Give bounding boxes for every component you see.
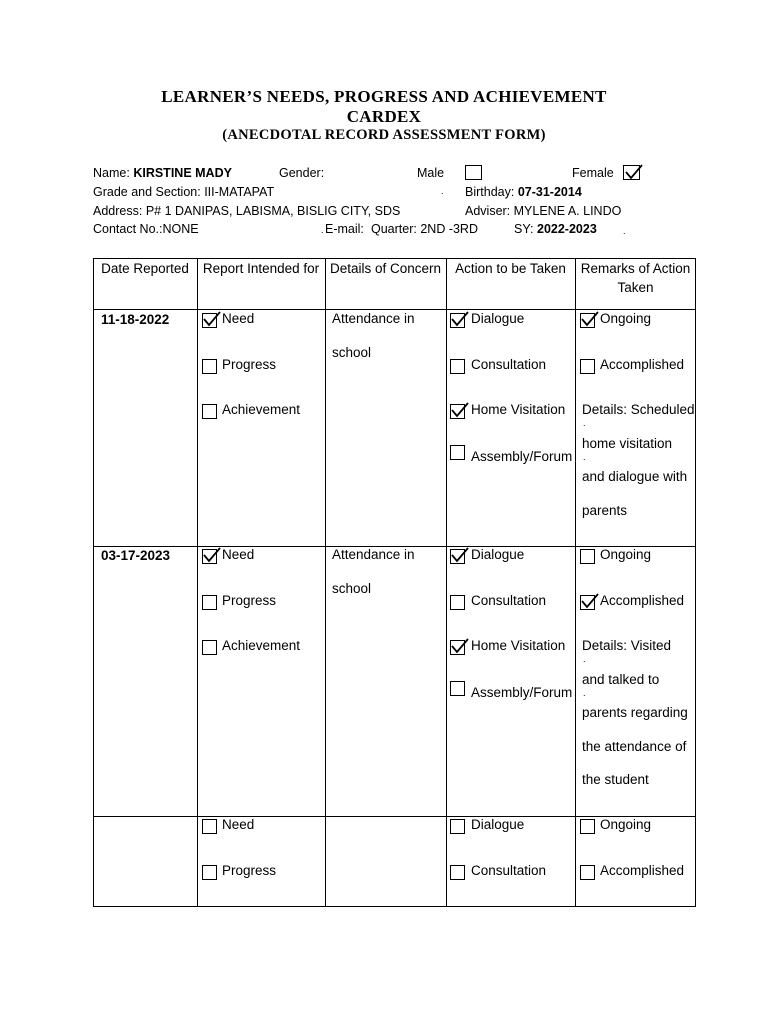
concern-text: school: [332, 580, 372, 596]
name-value: KIRSTINE MADY: [133, 166, 232, 180]
action-assembly-forum-label: Assembly/Forum: [471, 448, 573, 464]
male-label: Male: [417, 166, 445, 180]
report-achievement-label: Achievement: [222, 402, 301, 417]
action-assembly-forum-checkbox[interactable]: [450, 681, 465, 696]
action-consultation-label: Consultation: [471, 356, 547, 372]
action-dialogue-label: Dialogue: [471, 547, 525, 562]
report-achievement-checkbox[interactable]: [202, 640, 217, 655]
gender-label: Gender:: [279, 166, 325, 180]
email-label: E-mail:: [325, 222, 364, 236]
header-remarks: Remarks of Action Taken: [580, 261, 691, 295]
address-value: P# 1 DANIPAS, LABISMA, BISLIG CITY, SDS: [145, 204, 401, 218]
action-home-visitation-checkbox[interactable]: [450, 640, 465, 655]
male-checkbox[interactable]: [465, 165, 482, 180]
remark-details-text: the attendance of: [582, 738, 687, 754]
contact-field: Contact No.:NONE: [93, 222, 199, 236]
action-home-visitation-label: Home Visitation: [471, 402, 566, 417]
action-dialogue-checkbox[interactable]: [450, 819, 465, 834]
report-need-checkbox[interactable]: [202, 313, 217, 328]
remark-accomplished-checkbox[interactable]: [580, 595, 595, 610]
remark-accomplished-checkbox[interactable]: [580, 359, 595, 374]
action-consultation-checkbox[interactable]: [450, 359, 465, 374]
remark-ongoing-checkbox[interactable]: [580, 313, 595, 328]
date-reported: 03-17-2023: [101, 548, 171, 563]
remark-details-text: Details: Scheduled: [582, 402, 695, 417]
action-dialogue-label: Dialogue: [471, 311, 525, 326]
stray-dot: .: [583, 418, 586, 428]
remark-ongoing-checkbox[interactable]: [580, 819, 595, 834]
header-date-reported: Date Reported: [101, 261, 189, 276]
remark-accomplished-label: Accomplished: [600, 862, 685, 878]
quarter-value: 2ND -3RD: [420, 222, 478, 236]
quarter-field: Quarter: 2ND -3RD: [371, 222, 478, 236]
female-label: Female: [572, 166, 614, 180]
sy-label: SY:: [514, 222, 534, 236]
action-dialogue-label: Dialogue: [471, 817, 525, 832]
report-progress-checkbox[interactable]: [202, 359, 217, 374]
action-assembly-forum-checkbox[interactable]: [450, 445, 465, 460]
contact-value: NONE: [162, 222, 199, 236]
remark-details-text: home visitation: [582, 435, 673, 451]
report-progress-label: Progress: [222, 356, 277, 372]
report-need-checkbox[interactable]: [202, 819, 217, 834]
header-action-taken: Action to be Taken: [455, 261, 566, 276]
sy-value: 2022-2023: [537, 222, 597, 236]
concern-text: Attendance in: [332, 311, 415, 326]
adviser-field: Adviser: MYLENE A. LINDO: [465, 204, 622, 218]
remark-details-text: and talked to: [582, 671, 660, 687]
remark-ongoing-label: Ongoing: [600, 547, 652, 562]
header-report-intended: Report Intended for: [202, 261, 320, 276]
remark-details-text: and dialogue with: [582, 469, 688, 484]
grade-field: Grade and Section: III-MATAPAT: [93, 185, 275, 199]
action-consultation-label: Consultation: [471, 862, 547, 878]
address-field: Address: P# 1 DANIPAS, LABISMA, BISLIG CITY, SDS: [93, 204, 401, 218]
concern-text: Attendance in: [332, 547, 415, 562]
date-reported: 11-18-2022: [101, 312, 170, 327]
report-need-label: Need: [222, 547, 255, 562]
report-progress-label: Progress: [222, 862, 277, 878]
action-consultation-checkbox[interactable]: [450, 595, 465, 610]
report-progress-checkbox[interactable]: [202, 865, 217, 880]
remark-ongoing-label: Ongoing: [600, 311, 652, 326]
action-dialogue-checkbox[interactable]: [450, 549, 465, 564]
remark-details-text: parents: [582, 502, 628, 518]
report-need-label: Need: [222, 311, 255, 326]
report-need-label: Need: [222, 817, 255, 832]
form-title: LEARNER’S NEEDS, PROGRESS AND ACHIEVEMENT: [161, 87, 607, 106]
report-achievement-label: Achievement: [222, 638, 301, 653]
remark-details-text: the student: [582, 772, 649, 787]
name-field: Name: KIRSTINE MADY: [93, 166, 232, 180]
stray-dot: .: [583, 654, 586, 664]
report-progress-checkbox[interactable]: [202, 595, 217, 610]
remark-ongoing-checkbox[interactable]: [580, 549, 595, 564]
remark-accomplished-checkbox[interactable]: [580, 865, 595, 880]
action-consultation-checkbox[interactable]: [450, 865, 465, 880]
action-home-visitation-label: Home Visitation: [471, 638, 566, 653]
anecdotal-table: [93, 258, 696, 907]
adviser-value: MYLENE A. LINDO: [513, 204, 622, 218]
header-details-concern: Details of Concern: [329, 261, 442, 276]
stray-dot: .: [583, 451, 586, 462]
action-consultation-label: Consultation: [471, 592, 547, 608]
report-achievement-checkbox[interactable]: [202, 404, 217, 419]
action-dialogue-checkbox[interactable]: [450, 313, 465, 328]
form-title-cardex: CARDEX: [346, 107, 422, 126]
birthday-field: Birthday: 07-31-2014: [465, 185, 582, 199]
report-progress-label: Progress: [222, 592, 277, 608]
form-subtitle: (ANECDOTAL RECORD ASSESSMENT FORM): [222, 127, 546, 143]
female-checkbox[interactable]: [623, 165, 640, 180]
concern-text: school: [332, 344, 372, 360]
stray-dot: .: [583, 687, 586, 698]
remark-ongoing-label: Ongoing: [600, 817, 652, 832]
remark-details-text: Details: Visited: [582, 638, 672, 653]
remark-details-text: parents regarding: [582, 705, 688, 720]
action-assembly-forum-label: Assembly/Forum: [471, 684, 573, 700]
report-need-checkbox[interactable]: [202, 549, 217, 564]
remark-accomplished-label: Accomplished: [600, 356, 685, 372]
grade-value: III-MATAPAT: [204, 185, 275, 199]
remark-accomplished-label: Accomplished: [600, 592, 685, 608]
action-home-visitation-checkbox[interactable]: [450, 404, 465, 419]
birthday-value: 07-31-2014: [517, 185, 582, 199]
